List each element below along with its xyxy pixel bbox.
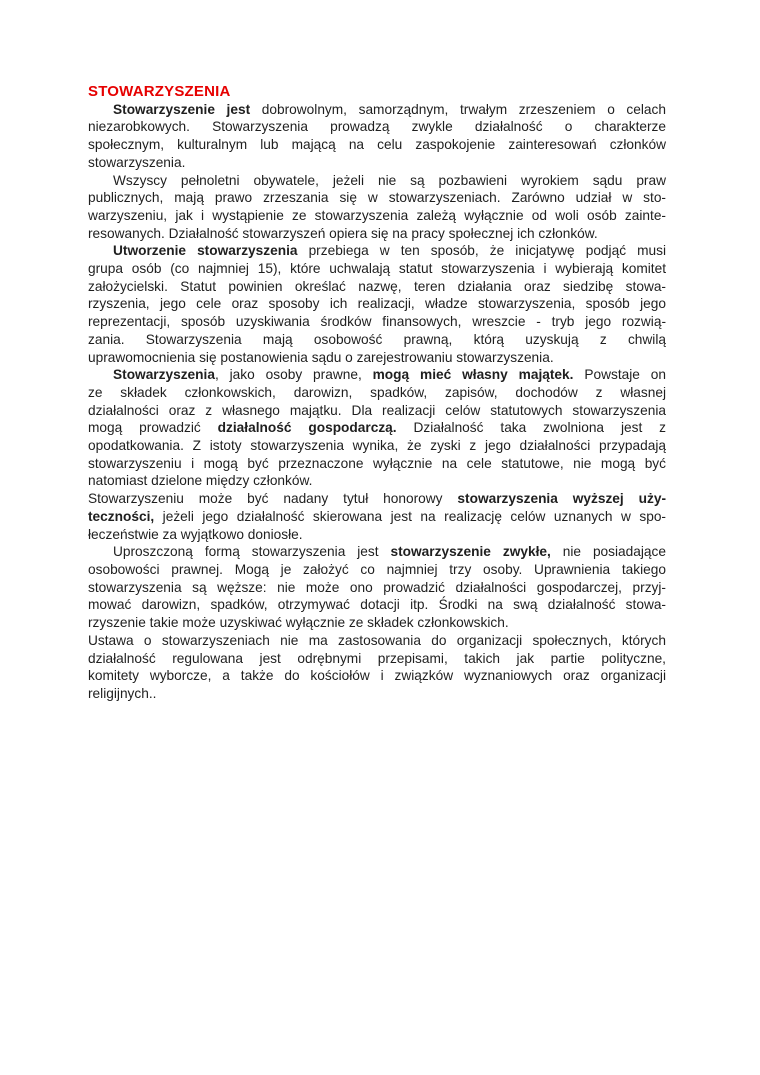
- text-line: [88, 242, 666, 260]
- paragraph: [88, 632, 666, 703]
- text-run: resowanych. Działalność stowarzyszeń opiera się na pracy społecznej ich członków.: [88, 225, 598, 241]
- text-line: [88, 313, 666, 331]
- text-line: [88, 172, 666, 190]
- text-line: [88, 419, 666, 437]
- text-run: Ustawa o stowarzyszeniach nie ma zastosowania do organizacji społecznych, których: [88, 632, 666, 648]
- text-run: założycielski. Statut powinien określać nazwę, teren działania oraz siedzibę stowa-: [88, 278, 666, 294]
- text-run: Wszyscy pełnoletni obywatele, jeżeli nie są pozbawieni wyrokiem sądu praw: [113, 172, 666, 188]
- text-line: [88, 349, 666, 367]
- text-run: mogą prowadzić: [88, 420, 218, 436]
- text-run: łeczeństwie za wyjątkowo doniosłe.: [88, 526, 303, 542]
- text-run: nie posiadające: [550, 544, 666, 560]
- text-run: publicznych, mają prawo zrzeszania się w stowarzyszeniach. Zarówno udział w sto-: [88, 190, 666, 206]
- text-run: Powstaje on: [573, 367, 666, 383]
- text-run: mować darowizn, spadków, otrzymywać dotacji itp. Środki na swą działalność stowa-: [88, 597, 666, 613]
- text-run: ze składek członkowskich, darowizn, spadków, zapisów, dochodów z własnej: [88, 384, 666, 400]
- text-line: [88, 667, 666, 685]
- text-run: społecznym, kulturalnym lub mającą na celu zaspokojenie zainteresowań członków: [88, 137, 666, 153]
- bold-text-run: Utworzenie stowarzyszenia: [113, 243, 298, 259]
- text-line: [88, 472, 666, 490]
- text-run: rzyszenie takie może uzyskiwać wyłącznie ze składek członkowskich.: [88, 615, 509, 631]
- text-run: osobowości prawnej. Mogą je założyć co najmniej trzy osoby. Uprawnienia takiego: [88, 561, 666, 577]
- paragraph: [88, 543, 666, 632]
- text-line: [88, 685, 666, 703]
- text-run: Stowarzyszeniu może być nadany tytuł honorowy: [88, 491, 458, 507]
- paragraph: [88, 366, 666, 490]
- text-line: [88, 136, 666, 154]
- text-run: opodatkowania. Z istoty stowarzyszenia wynika, że zyski z jego działalności przypadają: [88, 438, 666, 454]
- text-line: [88, 295, 666, 313]
- text-run: Uproszczoną formą stowarzyszenia jest: [113, 544, 391, 560]
- text-line: [88, 614, 666, 632]
- text-line: [88, 543, 666, 561]
- bold-text-run: Stowarzyszenia: [113, 367, 215, 383]
- text-run: stowarzyszenia są węższe: nie może ono prowadzić działalności gospodarczej, przyj-: [88, 579, 666, 595]
- text-line: [88, 650, 666, 668]
- text-run: dobrowolnym, samorządnym, trwałym zrzeszeniem o celach: [250, 101, 666, 117]
- bold-text-run: działalność gospodarczą.: [217, 420, 397, 436]
- text-run: uprawomocnienia się postanowienia sądu o zarejestrowaniu stowarzyszenia.: [88, 349, 554, 365]
- paragraph: [88, 242, 666, 366]
- text-block: [88, 83, 666, 703]
- paragraph: [88, 101, 666, 172]
- text-run: działalności oraz z własnego majątku. Dla realizacji celów statutowych stowarzyszenia: [88, 402, 666, 418]
- text-line: [88, 579, 666, 597]
- bold-text-run: Stowarzyszenie jest: [113, 101, 251, 117]
- text-run: natomiast dzielone między członków.: [88, 473, 313, 489]
- text-line: [88, 632, 666, 650]
- text-run: stowarzyszeniu i mogą być przeznaczone wyłącznie na cele statutowe, nie mogą być: [88, 455, 666, 471]
- text-run: religijnych..: [88, 685, 157, 701]
- text-run: Działalność taka zwolniona jest z: [396, 420, 666, 436]
- text-line: [88, 118, 666, 136]
- text-line: [88, 207, 666, 225]
- text-run: jeżeli jego działalność skierowana jest na realizację celów uznanych w spo-: [154, 508, 666, 524]
- text-run: rzyszenia, jego cele oraz sposoby ich realizacji, władze stowarzyszenia, sposób jego: [88, 296, 666, 312]
- text-run: niezarobkowych. Stowarzyszenia prowadzą zwykle działalność o charakterze: [88, 119, 666, 135]
- bold-text-run: mogą mieć własny majątek.: [372, 367, 574, 383]
- bold-text-run: stowarzyszenie zwykłe,: [390, 544, 551, 560]
- text-run: stowarzyszenia.: [88, 154, 186, 170]
- text-line: [88, 189, 666, 207]
- text-line: [88, 331, 666, 349]
- text-line: [88, 402, 666, 420]
- text-line: [88, 596, 666, 614]
- text-line: [88, 225, 666, 243]
- text-line: [88, 526, 666, 544]
- paragraph: [88, 490, 666, 543]
- text-line: [88, 437, 666, 455]
- text-line: [88, 561, 666, 579]
- text-line: [88, 278, 666, 296]
- text-line: [88, 508, 666, 526]
- document-heading: STOWARZYSZENIA: [88, 83, 231, 100]
- text-line: [88, 366, 666, 384]
- text-run: , jako osoby prawne,: [214, 367, 373, 383]
- text-line: [88, 384, 666, 402]
- text-line: [88, 260, 666, 278]
- text-line: [88, 154, 666, 172]
- text-line: [88, 490, 666, 508]
- text-line: [88, 455, 666, 473]
- text-run: komitety wyborcze, a także do kościołów i związków wyznaniowych oraz organizacji: [88, 668, 666, 684]
- text-run: działalność regulowana jest odrębnymi przepisami, takich jak partie polityczne,: [88, 650, 666, 666]
- paragraphs-container: [88, 101, 666, 703]
- text-run: warzyszeniu, jak i wystąpienie ze stowarzyszenia zależą wyłącznie od woli osób zainte-: [88, 207, 666, 223]
- paragraph: [88, 172, 666, 243]
- bold-text-run: teczności,: [88, 508, 155, 524]
- text-run: grupa osób (co najmniej 15), które uchwalają statut stowarzyszenia i wybierają komitet: [88, 261, 666, 277]
- text-line: [88, 101, 666, 119]
- text-run: przebiega w ten sposób, że inicjatywę podjąć musi: [297, 243, 666, 259]
- text-run: reprezentacji, sposób uzyskiwania środków finansowych, wreszcie - tryb jego rozwią-: [88, 314, 666, 330]
- bold-text-run: stowarzyszenia wyższej uży-: [457, 491, 667, 507]
- text-run: zania. Stowarzyszenia mają osobowość prawną, którą uzyskują z chwilą: [88, 331, 666, 347]
